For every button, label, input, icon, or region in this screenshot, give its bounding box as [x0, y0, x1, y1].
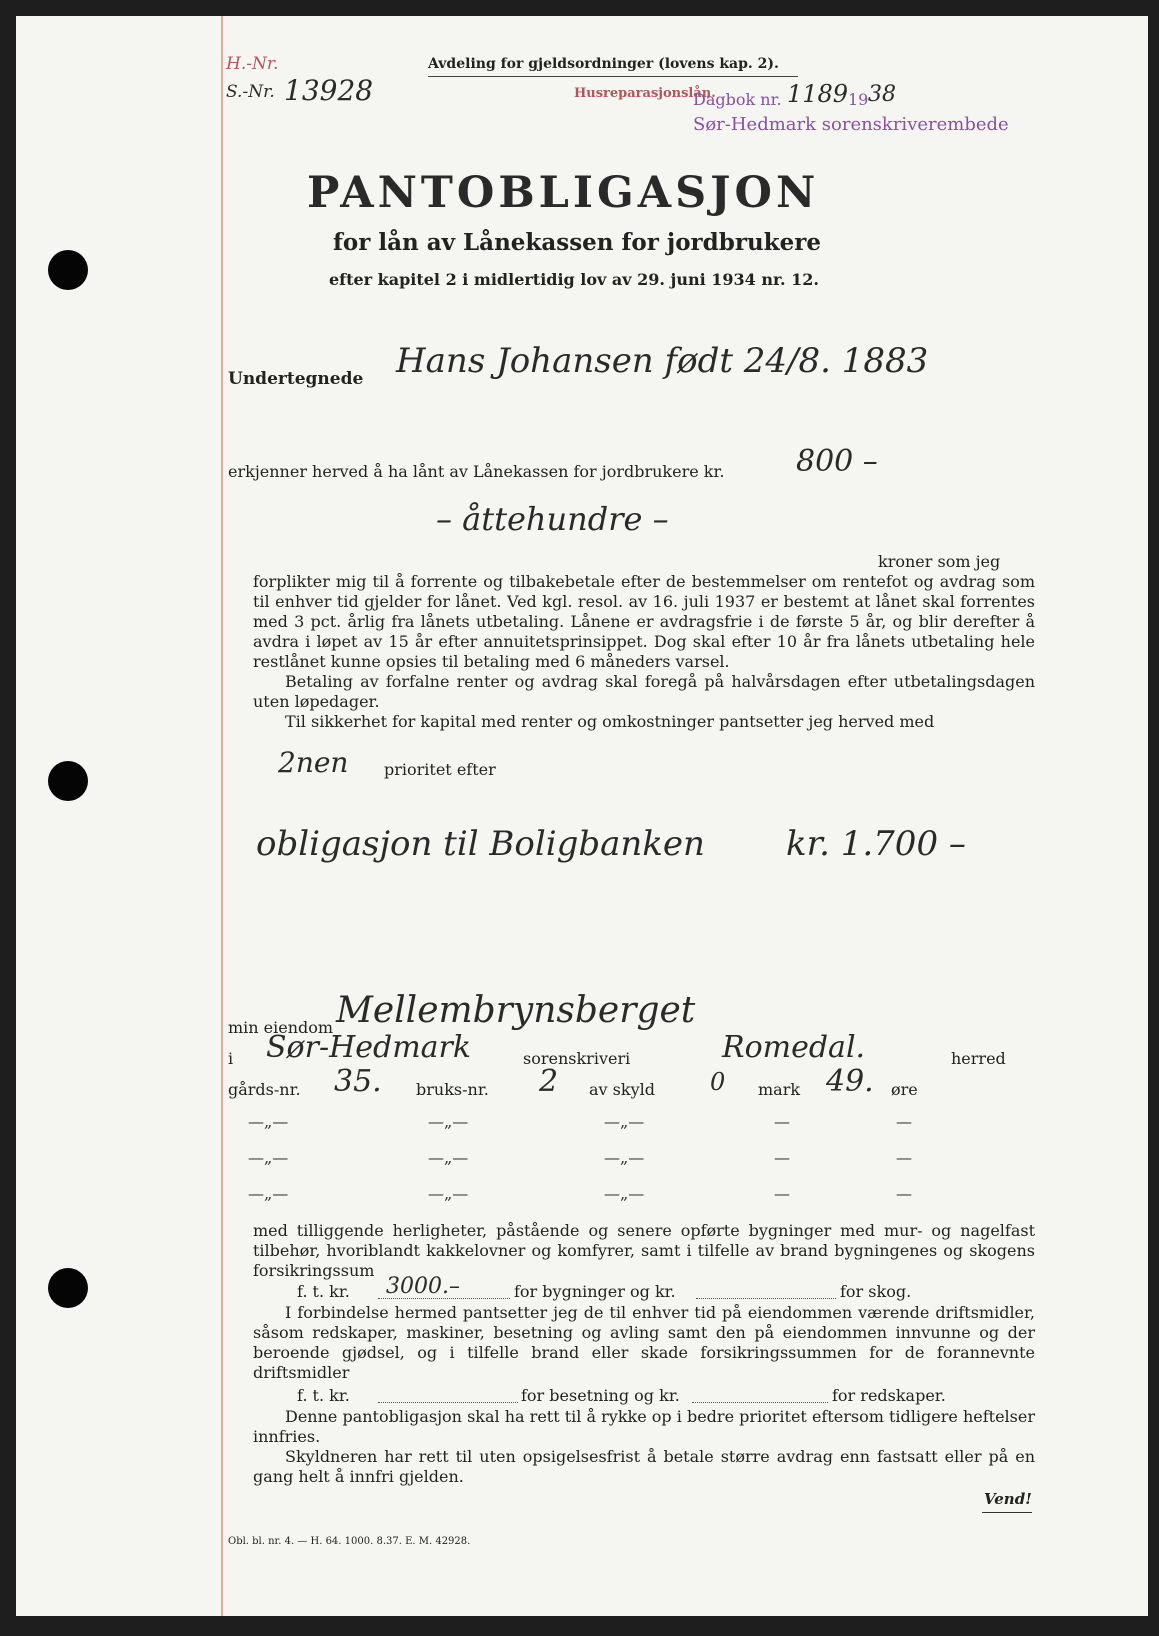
- appurtenances-paragraph: med tilliggende herligheter, påstående og senere opførte bygninger med mur- og nagelfast tilbehør, hvoriblandt kakkelovner og komfyrer, samt i tilfelle av brand bygningenes og skogens forsikringssum: [253, 1221, 1035, 1280]
- ditto-mark: —„—: [428, 1112, 469, 1131]
- prepayment-paragraph: Skyldneren har rett til uten opsigelsesfrist å betale større avdrag enn fastsatt eller på en gang helt å innfri gjelden.: [253, 1447, 1035, 1486]
- h-nr-label: H.-Nr.: [226, 54, 279, 74]
- punch-hole: [48, 1268, 88, 1308]
- payment-paragraph: Betaling av forfalne renter og avdrag skal foregå på halvårsdagen efter utbetalingsdagen uten løpedager.: [253, 672, 1035, 711]
- dagbok-number: 1189: [787, 80, 849, 108]
- priority-value: 2nen: [278, 746, 349, 779]
- dash-mark: —: [896, 1112, 912, 1131]
- ditto-mark: —„—: [604, 1184, 645, 1203]
- mark-value: 0: [710, 1068, 726, 1096]
- ore-value: 49.: [826, 1064, 874, 1099]
- margin-line: [221, 16, 223, 1616]
- herred-label: herred: [951, 1049, 1006, 1068]
- dash-mark: —: [774, 1112, 790, 1131]
- vend-underline: [982, 1512, 1032, 1513]
- loan-type-stamp: Husreparasjonslån.: [574, 86, 716, 101]
- dagbok-year-suffix: 38: [868, 82, 896, 107]
- dash-mark: —: [896, 1184, 912, 1203]
- mark-label: mark: [758, 1080, 801, 1099]
- loan-amount-words: – åttehundre –: [436, 500, 669, 538]
- i-label: i: [228, 1049, 234, 1068]
- department-underline: [428, 76, 798, 77]
- loan-amount: 800 –: [796, 444, 878, 479]
- for-bygninger-text: for bygninger og kr.: [514, 1282, 676, 1301]
- dash-mark: —: [774, 1148, 790, 1167]
- priority-label: prioritet efter: [384, 760, 496, 779]
- department-line: Avdeling for gjeldsordninger (lovens kap. 2).: [428, 56, 779, 72]
- undertegnede-label: Undertegnede: [228, 369, 364, 389]
- dagbok-year-prefix: 19: [848, 90, 869, 109]
- s-nr-value: 13928: [284, 74, 374, 107]
- equipment-section: [253, 1303, 1035, 1383]
- debtor-name: Hans Johansen født 24/8. 1883: [396, 341, 929, 381]
- document-title: PANTOBLIGASJON: [307, 168, 820, 218]
- terms-paragraph: forplikter mig til å forrente og tilbakebetale efter de bestemmelser om rentefot og avdrag som til enhver tid gjelder for lånet. Ved kgl. resol. av 16. juli 1937 er bestemt at lånet skal forrentes med 3 pct. årlig fra lånets utbetaling. Lånene er avdragsfrie i de første 5 år, og blir derefter å avdra i løpet av 15 år efter annuitetsprinsippet. Dog skal efter 10 år fra lånets utbetaling hele restlånet kunne opsies til betaling med 6 måneders varsel.: [253, 572, 1035, 671]
- dash-mark: —: [774, 1184, 790, 1203]
- ore-label: øre: [891, 1080, 918, 1099]
- punch-hole: [48, 761, 88, 801]
- ditto-mark: —„—: [428, 1148, 469, 1167]
- appurtenances-section: [253, 1221, 1035, 1281]
- tools-value-line: [692, 1388, 828, 1403]
- ftkr-label: f. t. kr.: [297, 1386, 350, 1405]
- bruks-nr-label: bruks-nr.: [416, 1080, 489, 1099]
- vend-label: Vend!: [984, 1490, 1032, 1508]
- property-name: Mellembrynsberget: [336, 990, 696, 1031]
- ftkr-label: f. t. kr.: [297, 1282, 350, 1301]
- building-value: 3000.–: [386, 1274, 460, 1299]
- ditto-mark: —„—: [248, 1184, 289, 1203]
- s-nr-label: S.-Nr.: [226, 82, 275, 102]
- min-eiendom-label: min eiendom: [228, 1018, 334, 1037]
- terms-section: [253, 572, 1035, 732]
- punch-hole: [48, 250, 88, 290]
- acknowledge-text: erkjenner herved å ha lånt av Lånekassen for jordbrukere kr.: [228, 462, 725, 481]
- ditto-mark: —„—: [428, 1184, 469, 1203]
- for-besetning-text: for besetning og kr.: [521, 1386, 680, 1405]
- equipment-paragraph: I forbindelse hermed pantsetter jeg de til enhver tid på eiendommen værende driftsmidler, såsom redskaper, maskiner, besetning og avling samt den på eiendommen innvunne og der beroende gjødsel, og i tilfelle brand eller skade forsikringssummen for de forannevnte driftsmidler: [253, 1303, 1035, 1382]
- priority-after: obligasjon til Boligbanken: [256, 824, 705, 864]
- kroner-text: kroner som jeg: [878, 552, 1001, 571]
- dagbok-label: Dagbok nr.: [693, 90, 782, 109]
- ditto-mark: —„—: [248, 1112, 289, 1131]
- skyld-label: av skyld: [589, 1080, 655, 1099]
- office-stamp: Sør-Hedmark sorenskriverembede: [693, 114, 1009, 135]
- herred-value: Romedal.: [722, 1030, 866, 1065]
- ditto-mark: —„—: [248, 1148, 289, 1167]
- gards-nr-label: gårds-nr.: [228, 1080, 301, 1099]
- bruks-nr-value: 2: [539, 1064, 559, 1099]
- ditto-mark: —„—: [604, 1148, 645, 1167]
- gards-nr-value: 35.: [334, 1064, 382, 1099]
- livestock-value-line: [378, 1388, 518, 1403]
- form-identifier: Obl. bl. nr. 4. — H. 64. 1000. 8.37. E. M. 42928.: [228, 1536, 471, 1547]
- sorenskriveri-label: sorenskriveri: [523, 1049, 631, 1068]
- document-page: [16, 16, 1148, 1616]
- closing-section: [253, 1407, 1035, 1487]
- dash-mark: —: [896, 1148, 912, 1167]
- for-redskaper-text: for redskaper.: [832, 1386, 946, 1405]
- forest-value-line: [696, 1284, 836, 1299]
- priority-after-amount: kr. 1.700 –: [786, 824, 966, 864]
- security-paragraph: Til sikkerhet for kapital med renter og omkostninger pantsetter jeg herved med: [285, 712, 935, 731]
- document-subtitle: for lån av Lånekassen for jordbrukere: [333, 229, 821, 256]
- ditto-mark: —„—: [604, 1112, 645, 1131]
- sorenskriveri-value: Sør-Hedmark: [266, 1030, 472, 1065]
- priority-advance-paragraph: Denne pantobligasjon skal ha rett til å rykke op i bedre prioritet eftersom tidligere heftelser innfries.: [253, 1407, 1035, 1446]
- law-reference: efter kapitel 2 i midlertidig lov av 29. juni 1934 nr. 12.: [329, 270, 819, 289]
- for-skog-text: for skog.: [840, 1282, 912, 1301]
